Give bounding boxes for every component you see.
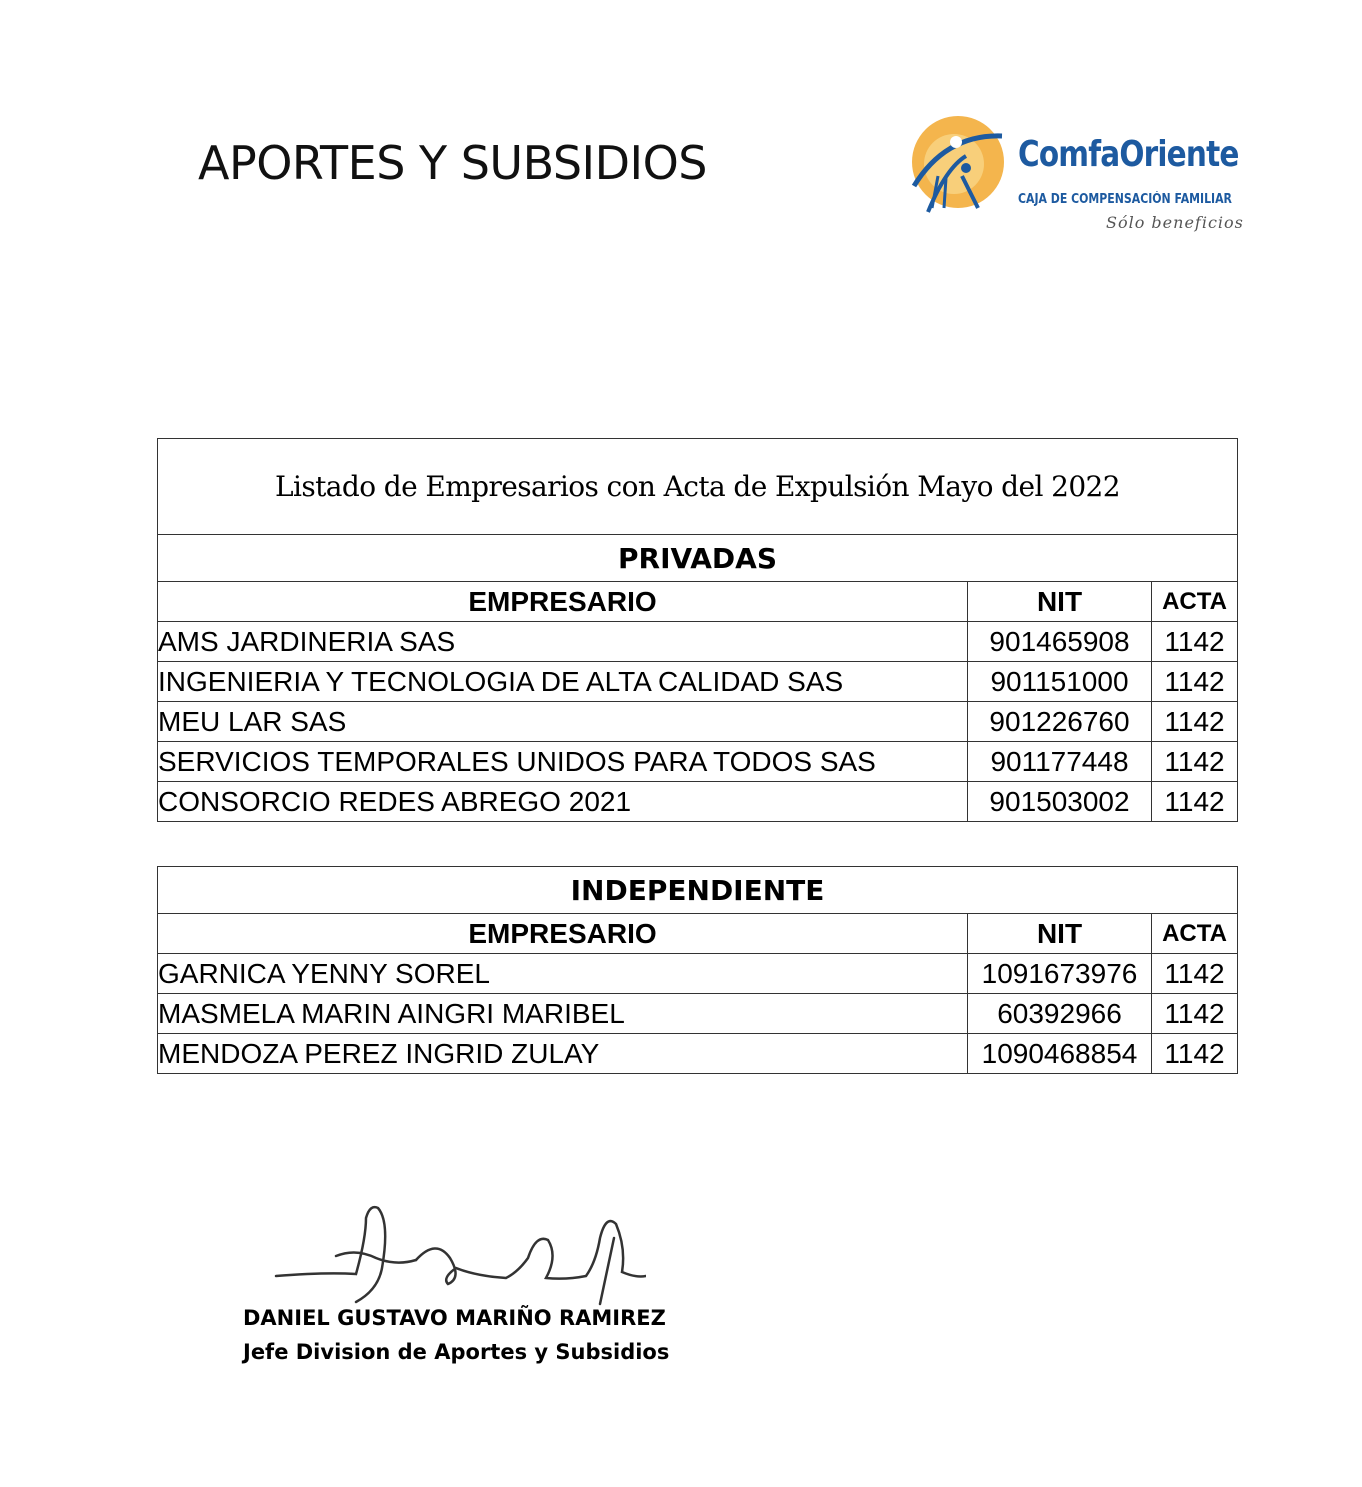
column-header-empresario: EMPRESARIO [158, 914, 968, 954]
table-row [158, 782, 1238, 822]
empresario-cell: AMS JARDINERIA SAS [158, 622, 968, 662]
column-header-acta: ACTA [1152, 914, 1238, 954]
table-row [158, 662, 1238, 702]
privadas-table [157, 438, 1238, 822]
logo-subtitle: CAJA DE COMPENSACIÓN FAMILIAR [1018, 192, 1232, 207]
empresario-cell: SERVICIOS TEMPORALES UNIDOS PARA TODOS SAS [158, 742, 968, 782]
table-header-row [158, 582, 1238, 622]
logo-brand-text: ComfaOriente [1018, 134, 1239, 175]
independiente-table [157, 866, 1238, 1074]
document-title: Listado de Empresarios con Acta de Expulsión Mayo del 2022 [158, 439, 1238, 535]
column-header-nit: NIT [968, 914, 1152, 954]
acta-cell: 1142 [1152, 994, 1238, 1034]
acta-cell: 1142 [1152, 622, 1238, 662]
handwritten-signature [266, 1198, 646, 1308]
signer-name: DANIEL GUSTAVO MARIÑO RAMIREZ [243, 1306, 666, 1330]
acta-cell: 1142 [1152, 702, 1238, 742]
table-row [158, 702, 1238, 742]
nit-cell: 901465908 [968, 622, 1152, 662]
empresario-cell: MENDOZA PEREZ INGRID ZULAY [158, 1034, 968, 1074]
empresario-cell: MASMELA MARIN AINGRI MARIBEL [158, 994, 968, 1034]
table-row [158, 622, 1238, 662]
section-independiente-label: INDEPENDIENTE [158, 867, 1238, 914]
acta-cell: 1142 [1152, 662, 1238, 702]
acta-cell: 1142 [1152, 742, 1238, 782]
family-emblem-icon [906, 116, 1018, 226]
nit-cell: 901151000 [968, 662, 1152, 702]
table-row [158, 742, 1238, 782]
empresario-cell: MEU LAR SAS [158, 702, 968, 742]
nit-cell: 901503002 [968, 782, 1152, 822]
acta-cell: 1142 [1152, 954, 1238, 994]
comfaoriente-logo [906, 116, 1256, 240]
nit-cell: 1090468854 [968, 1034, 1152, 1074]
table-row [158, 1034, 1238, 1074]
acta-cell: 1142 [1152, 1034, 1238, 1074]
section-privadas-label: PRIVADAS [158, 535, 1238, 582]
nit-cell: 60392966 [968, 994, 1152, 1034]
table-header-row [158, 914, 1238, 954]
column-header-empresario: EMPRESARIO [158, 582, 968, 622]
empresario-cell: GARNICA YENNY SOREL [158, 954, 968, 994]
empresario-cell: INGENIERIA Y TECNOLOGIA DE ALTA CALIDAD SAS [158, 662, 968, 702]
column-header-acta: ACTA [1152, 582, 1238, 622]
signer-role: Jefe Division de Aportes y Subsidios [243, 1340, 670, 1364]
logo-slogan: Sólo beneficios [1106, 213, 1244, 232]
nit-cell: 901177448 [968, 742, 1152, 782]
column-header-nit: NIT [968, 582, 1152, 622]
table-row [158, 954, 1238, 994]
empresario-cell: CONSORCIO REDES ABREGO 2021 [158, 782, 968, 822]
nit-cell: 1091673976 [968, 954, 1152, 994]
page-header-title: APORTES Y SUBSIDIOS [198, 136, 708, 190]
acta-cell: 1142 [1152, 782, 1238, 822]
table-row [158, 994, 1238, 1034]
nit-cell: 901226760 [968, 702, 1152, 742]
